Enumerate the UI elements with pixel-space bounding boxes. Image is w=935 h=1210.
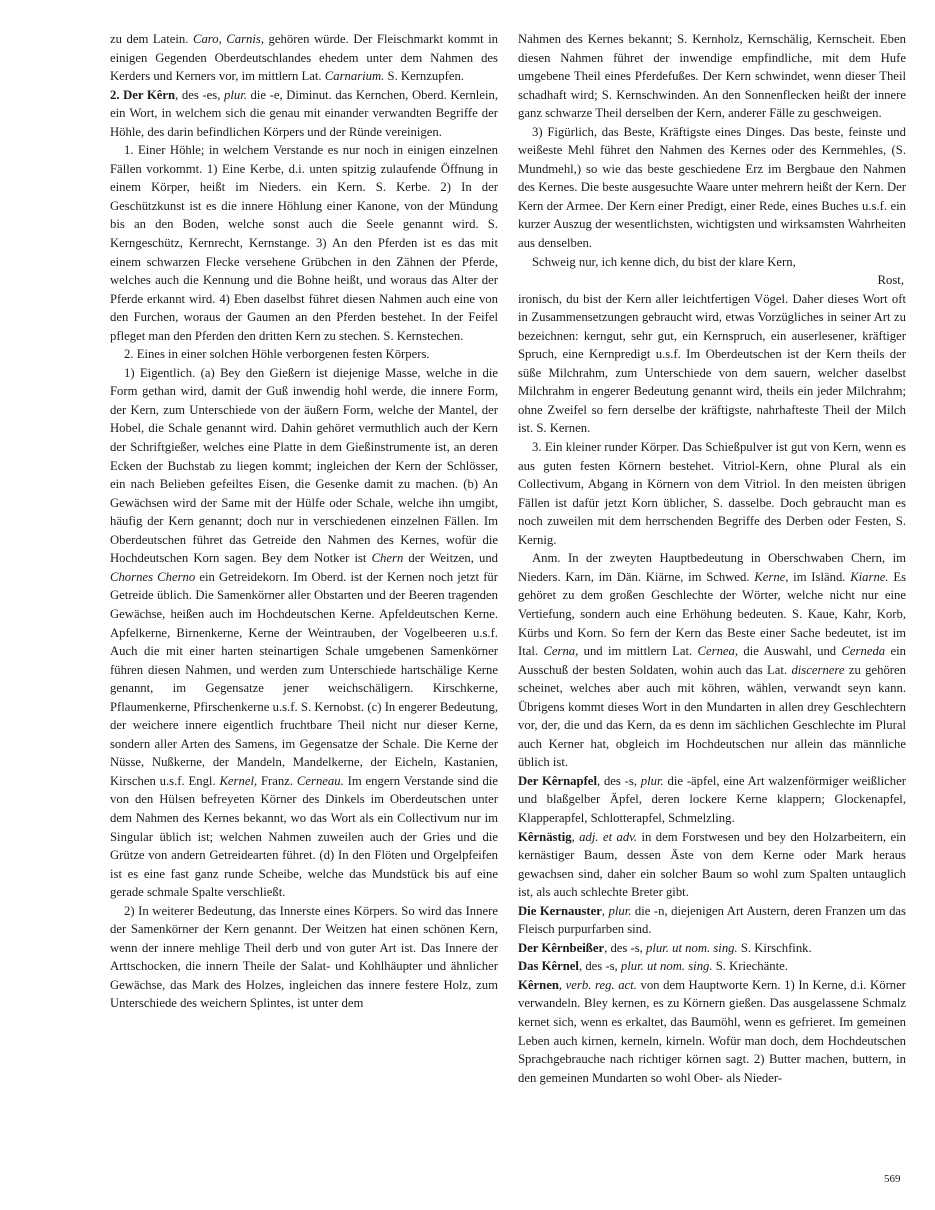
- verse-quote: Schweig nur, ich kenne dich, du bist der klare Kern,: [532, 254, 796, 269]
- right-column: [518, 30, 906, 1087]
- entry-kernbeisser: Der Kêrnbeißer, des -s, plur. ut nom. sing. S. Kirschfink.: [518, 940, 812, 955]
- paragraph: 3. Ein kleiner runder Körper. Das Schießpulver ist gut von Kern, wenn es aus guten festen Körnern bestehet. Vitriol-Kern, ohne Plural als ein Collectivum, Abgang in Körnern von dem Vitriol. In den meisten übrigen Fällen ist dafür jetzt Korn üblicher, S. dasselbe. Doch gebraucht man es noch zuweilen mit dem herrschenden Begriffe des Derben oder Festen, S. Kernig.: [518, 440, 906, 547]
- entry-kernen: Kêrnen, verb. reg. act. von dem Hauptworte Kern. 1) In Kerne, d.i. Körner verwandeln. Bley kernen, es zu Körnern gießen. Das ausgelassene Schmalz kernet sich, wenn es erkaltet, das Baumöhl, wenn es gefrieret. Im gemeinen Leben auch kirnen, kerneln, kirneln. Wofür man doch, dem Hochdeutschen Sprachgebrauche nach richtiger körnen sagt. 2) Butter machen, buttern, in den gemeinen Mundarten so wohl Ober- als Nieder-: [518, 977, 906, 1085]
- page-number: 569: [884, 1173, 901, 1185]
- paragraph: Nahmen des Kernes bekannt; S. Kernholz, Kernschälig, Kernscheit. Eben diesen Nahmen führet der inwendige empfindliche, mit dem Hufe umgebene Theil eines Pferdefußes. Der Kern schwindet, wenn dieser Theil schadhaft wird; S. Kernschwinden. An den Sonnenflecken heißt der innere ganz schwarze Theil derselben der Kern, anderer Fälle zu geschweigen.: [518, 32, 906, 121]
- paragraph: 1. Einer Höhle; in welchem Verstande es nur noch in einigen einzelnen Fällen vorkommt. 1) Eine Kerbe, d.i. unten spitzig zulaufende Öffnung in einem Körper, heißt im Nieders. ein Kern. S. Kerbe. 2) In der Geschützkunst ist es die innere Höhlung einer Kanone, von der Mündung bis an den Boden, welche sonst auch die Seele genannt wird. S. Kerngeschütz, Kernrecht, Kernstange. 3) An den Pferden ist es das mit einem schwarzen Flecke versehene Grübchen in den Zähnen der Pferde, welches auch die Kennung und die Bohne heißt, und woraus das Alter der Pferde erkannt wird. 4) Eben daselbst führet diesen Nahmen auch eine von den Furchen, woraus der Gaumen an den Pferden bestehet. In der Feifel pfleget man den Pferden den dritten Kern zu stechen. S. Kernstechen.: [110, 143, 498, 343]
- paragraph: 1) Eigentlich. (a) Bey den Gießern ist diejenige Masse, welche in die Form gethan wird, damit der Guß inwendig hohl werde, die innere Form, der Kern, zum Unterschiede von der äußern Form, welche der Mantel, der Hobel, die Schale genannt wird. Dahin gehöret vermuthlich auch der Kern der Schriftgießer, welches eine Platte in dem Gießinstrumente ist, an deren Ecken der Buchstab zu liegen kommt; ingleichen der Kern der Schlösser, ein nach Belieben gefeiltes Eisen, die Gesenke damit zu machen. (b) An Gewächsen wird der Same mit der Hülfe oder Schale, welche ihn umgibt, häufig der Kern genannt; doch nur in verschiedenen einzelnen Fällen. Im Oberdeutschen führet das Getreide den Nahmen des Kernes, wofür die Hochdeutschen Korn sagen. Bey dem Notker ist Chern der Weitzen, und Chornes Cherno ein Getreidekorn. Im Oberd. ist der Kernen noch jetzt für Getreide üblich. Die Samenkörner aller Obstarten und der Beeren tragenden Gewächse, heißen auch im Hochdeutschen Kerne. Apfeldeutschen Kerne. Apfelkerne, Birnenkerne, Kerne der Weintrauben, der Vogelbeeren u.s.f. Auch die mit einer harten steinartigen Schale umgebenen Samenkörner führen diesen Nahmen, und werden zum Unterschiede hartschälige Kerne genannt, im Gegensatze jener weichschäligern. Kirschkerne, Pflaumenkerne, Pfirschenkerne u.s.f. S. Kernobst. (c) In engerer Bedeutung, der weichere innere eigentlich fruchtbare Theil nicht nur dieser Kerne, sondern aller Arten des Samens, im Gegensatze der Schale. Die Kerne der Nüsse, Nußkerne, der Mandeln, Mandelkerne, der Eicheln, Kastanien, Kirschen u.s.f. Engl. Kernel, Franz. Cerneau. Im engern Verstande sind die von den Hülsen befreyeten Körner des Dinkels im Oberdeutschen unter dem Nahmen des Kernes bekannt, wo das Wort als ein Collectivum nur im Singular üblich ist; welchen Nahmen zuweilen auch der Gries und die Grütze von andern Getreidearten führet. (d) In den Flöten und Orgelpfeifen ist es eine fast ganz runde Scheibe, welche das Mundstück bis auf eine gerade schmale Spalte verschließt.: [110, 365, 499, 900]
- entry-kernel: Das Kêrnel, des -s, plur. ut nom. sing. S. Kriechänte.: [518, 959, 788, 974]
- entry-kernauster: Die Kernauster, plur. die -n, diejenigen Art Austern, deren Franzen um das Fleisch purpurfarben sind.: [518, 903, 906, 937]
- entry-kernapfel: Der Kêrnapfel, des -s, plur. die -äpfel, eine Art walzenförmiger weißlicher und blaßgelber Äpfel, deren lockere Kerne klappern; Glockenapfel, Klapperapfel, Schlotterapfel, Schmelzling.: [518, 773, 906, 825]
- annotation-paragraph: Anm. In der zweyten Hauptbedeutung in Oberschwaben Chern, im Nieders. Karn, im Dän. Kiärne, im Schwed. Kerne, im Isländ. Kiarne. Es gehöret zu dem großen Geschlechte der Wörter, welche nicht nur eine Vertiefung, sondern auch eine Erhöhung bedeuten. S. Kaue, Kahr, Korb, Kürbs und Korn. So fern der Kern das Beste einer Sache bedeutet, ist im Ital. Cerna, und im mittlern Lat. Cernea, die Auswahl, und Cerneda ein Ausschuß der besten Soldaten, wohin auch das Lat. discernere zu gehören scheinet, welches aber auch mit köhren, wählen, verwandt seyn kann. Übrigens kommt dieses Wort in den Mundarten in allen drey Geschlechtern vor, der, die und das Kern, da es denn im sächlichen Geschlechte im Plural auch Kerner hat, obgleich im Hochdeutschen nur allein das männliche üblich ist.: [518, 551, 907, 770]
- left-column: [110, 30, 498, 1013]
- quote-attribution: Rost,: [877, 273, 904, 288]
- paragraph: 2. Eines in einer solchen Höhle verborgenen festen Körpers.: [124, 347, 430, 362]
- paragraph: 3) Figürlich, das Beste, Kräftigste eines Dinges. Das beste, feinste und weißeste Mehl führet den Nahmen des Kernes oder des Kernmehles, (S. Mundmehl,) so wie das beste geschiedene Erz im Bergbaue den Nahmen des Kernes. Die beste ausgesuchte Waare unter mehrern heißt der Kern. Der Kern der Armee. Der Kern einer Predigt, einer Rede, eines Buches u.s.f. ein kurzer Auszug der wesentlichsten, wichtigsten und wirksamsten Wahrheiten aus denselben.: [518, 124, 906, 251]
- paragraph: 2) In weiterer Bedeutung, das Innerste eines Körpers. So wird das Innere der Samenkörner der Kern genannt. Der Weitzen hat einen schönen Kern, wenn der innere mehlige Theil derb und von guter Art ist. Das Innere der Arttschocken, die innern Theile der Salat- und Kohlhäupter und ähnlicher Gewächse, das Mark des Holzes, ingleichen das innere festere Holz, zum Unterschiede des weichern Splintes, ist unter dem: [110, 903, 498, 1011]
- entry-kernaestig: Kêrnästig, adj. et adv. in dem Forstwesen und bey den Holzarbeitern, ein kernästiger Baum, dessen Äste von dem Kerne oder Mark heraus gewachsen sind, daher ein solcher Baum so wohl zum Spalten untauglich ist, als auch schlechte Breter gibt.: [518, 829, 907, 900]
- entry-kern-2: 2. Der Kêrn, des -es, plur. die -e, Diminut. das Kernchen, Oberd. Kernlein, ein Wort, in welchem sich die genau mit einander verwandten Begriffe der Höhle, des darin befindlichen Körpers und der Ründe vereinigen.: [110, 87, 498, 139]
- paragraph: ironisch, du bist der Kern aller leichtfertigen Vögel. Daher dieses Wort oft in Zusammensetzungen gebraucht wird, etwas Vorzügliches in seiner Art zu bezeichnen: kerngut, sehr gut, ein Kernspruch, ein auserlesener, kräftiger Spruch, eine Kernpredigt u.s.f. Im Oberdeutschen ist der Kern theils der süße Milchrahm, zum Unterschiede von dem sauern, welcher daselbst Milchrahm in engerer Bedeutung genannt wird, theils ein jeder Milchrahm; ohne Zweifel so fern derselbe der kräftigste, nahrhafteste Theil der Milch ist. S. Kernen.: [518, 291, 906, 436]
- paragraph: zu dem Latein. Caro, Carnis, gehören würde. Der Fleischmarkt kommt in einigen Gegenden Oberdeutschlandes ehedem unter dem Nahmen des Kerders und Kerners vor, im mittlern Lat. Carnarium. S. Kernzupfen.: [110, 32, 499, 84]
